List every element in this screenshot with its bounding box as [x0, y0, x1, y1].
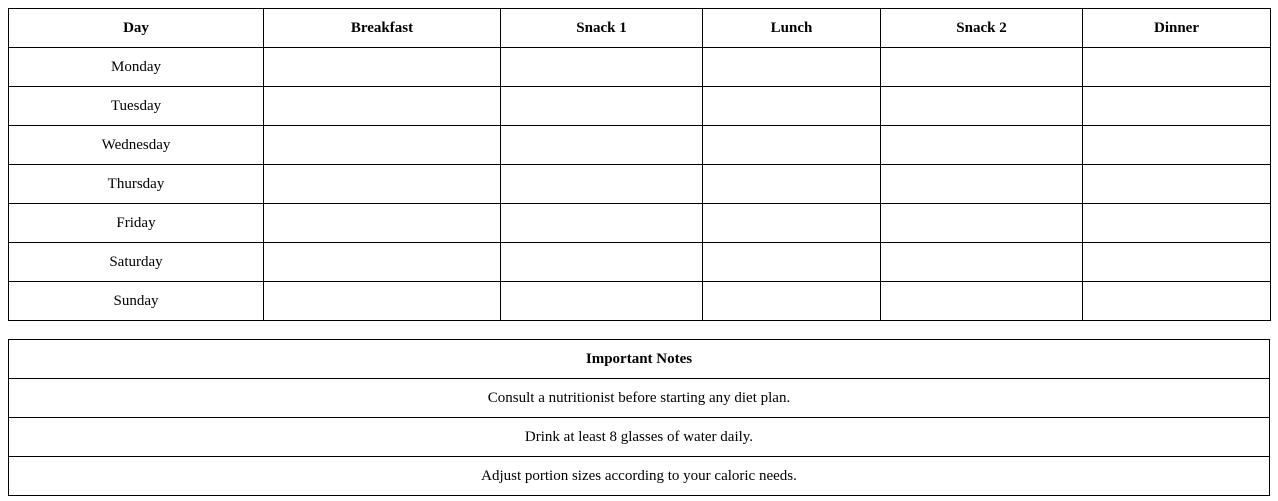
- day-cell: Friday: [9, 204, 264, 243]
- snack-1-cell: [501, 165, 703, 204]
- breakfast-cell: [264, 87, 501, 126]
- header-row: [9, 9, 1271, 48]
- table-row: [9, 165, 1271, 204]
- dinner-cell: [1083, 243, 1271, 282]
- breakfast-cell: [264, 243, 501, 282]
- dinner-cell: [1083, 48, 1271, 87]
- dinner-cell: [1083, 282, 1271, 321]
- breakfast-cell: [264, 282, 501, 321]
- table-row: [9, 87, 1271, 126]
- breakfast-cell: [264, 165, 501, 204]
- header-snack-1: Snack 1: [501, 9, 703, 48]
- important-notes-table: [8, 339, 1270, 496]
- header-lunch: Lunch: [703, 9, 881, 48]
- day-cell: Wednesday: [9, 126, 264, 165]
- lunch-cell: [703, 204, 881, 243]
- header-snack-2: Snack 2: [881, 9, 1083, 48]
- snack-2-cell: [881, 48, 1083, 87]
- snack-1-cell: [501, 126, 703, 165]
- lunch-cell: [703, 243, 881, 282]
- dinner-cell: [1083, 87, 1271, 126]
- day-cell: Saturday: [9, 243, 264, 282]
- lunch-cell: [703, 126, 881, 165]
- header-dinner: Dinner: [1083, 9, 1271, 48]
- breakfast-cell: [264, 204, 501, 243]
- dinner-cell: [1083, 165, 1271, 204]
- table-row: [9, 418, 1270, 457]
- table-row: [9, 282, 1271, 321]
- day-cell: Sunday: [9, 282, 264, 321]
- lunch-cell: [703, 165, 881, 204]
- snack-2-cell: [881, 165, 1083, 204]
- table-row: [9, 126, 1271, 165]
- note-item: Consult a nutritionist before starting any diet plan.: [9, 379, 1270, 418]
- snack-1-cell: [501, 204, 703, 243]
- notes-header-row: [9, 340, 1270, 379]
- day-cell: Monday: [9, 48, 264, 87]
- breakfast-cell: [264, 126, 501, 165]
- day-cell: Thursday: [9, 165, 264, 204]
- snack-2-cell: [881, 243, 1083, 282]
- lunch-cell: [703, 282, 881, 321]
- dinner-cell: [1083, 126, 1271, 165]
- snack-1-cell: [501, 48, 703, 87]
- snack-2-cell: [881, 126, 1083, 165]
- table-row: [9, 379, 1270, 418]
- dinner-cell: [1083, 204, 1271, 243]
- snack-2-cell: [881, 87, 1083, 126]
- table-row: [9, 243, 1271, 282]
- header-day: Day: [9, 9, 264, 48]
- snack-1-cell: [501, 282, 703, 321]
- table-row: [9, 48, 1271, 87]
- snack-2-cell: [881, 204, 1083, 243]
- note-item: Drink at least 8 glasses of water daily.: [9, 418, 1270, 457]
- snack-2-cell: [881, 282, 1083, 321]
- lunch-cell: [703, 87, 881, 126]
- table-row: [9, 204, 1271, 243]
- breakfast-cell: [264, 48, 501, 87]
- lunch-cell: [703, 48, 881, 87]
- snack-1-cell: [501, 87, 703, 126]
- note-item: Adjust portion sizes according to your caloric needs.: [9, 457, 1270, 496]
- notes-title: Important Notes: [9, 340, 1270, 379]
- header-breakfast: Breakfast: [264, 9, 501, 48]
- table-row: [9, 457, 1270, 496]
- day-cell: Tuesday: [9, 87, 264, 126]
- snack-1-cell: [501, 243, 703, 282]
- meal-plan-table: [8, 8, 1271, 321]
